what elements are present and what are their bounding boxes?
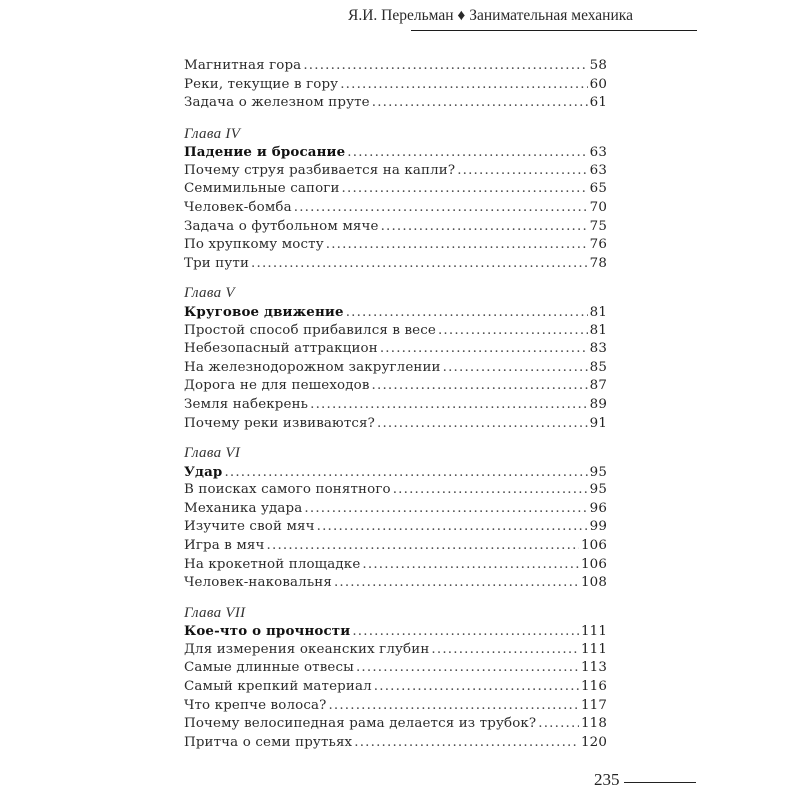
- entry-title: На крокетной площадке: [184, 556, 361, 572]
- table-of-contents: [184, 57, 607, 763]
- entry-page-number: 89: [589, 396, 607, 412]
- entry-title: Почему струя разбивается на капли?: [184, 162, 456, 178]
- toc-entry[interactable]: [184, 236, 607, 255]
- entry-page-number: 65: [589, 181, 607, 197]
- entry-page-number: 95: [589, 464, 607, 480]
- entry-title: Механика удара: [184, 500, 303, 516]
- entry-page-number: 63: [589, 145, 607, 161]
- dot-leader: [328, 697, 579, 716]
- dot-leader: [393, 481, 588, 500]
- dot-leader: [347, 144, 587, 163]
- toc-entry[interactable]: [184, 162, 607, 181]
- toc-entry[interactable]: [184, 199, 607, 218]
- toc-entry[interactable]: [184, 57, 607, 76]
- entry-title: Притча о семи прутьях: [184, 734, 353, 750]
- toc-entry[interactable]: [184, 94, 607, 113]
- toc-entry[interactable]: [184, 556, 607, 575]
- entry-page-number: 83: [589, 341, 607, 357]
- entry-page-number: 111: [580, 641, 607, 657]
- dot-leader: [377, 415, 588, 434]
- dot-leader: [267, 537, 579, 556]
- toc-section: [184, 284, 607, 433]
- entry-title: По хрупкому мосту: [184, 237, 324, 253]
- header-book-title: Занимательная механика: [469, 7, 633, 24]
- chapter-heading: Глава V: [184, 285, 235, 302]
- dot-leader: [303, 57, 587, 76]
- entry-page-number: 118: [580, 716, 607, 732]
- toc-entry[interactable]: [184, 359, 607, 378]
- dot-leader: [342, 180, 588, 199]
- toc-entry[interactable]: [184, 340, 607, 359]
- dot-leader: [431, 641, 579, 660]
- entry-title: Игра в мяч: [184, 537, 265, 553]
- entry-page-number: 99: [589, 519, 607, 535]
- entry-page-number: 106: [580, 537, 607, 553]
- entry-page-number: 91: [589, 415, 607, 431]
- toc-section: [184, 444, 607, 593]
- entry-title: Три пути: [184, 255, 250, 271]
- dot-leader: [304, 500, 587, 519]
- toc-entry[interactable]: [184, 481, 607, 500]
- entry-page-number: 96: [589, 500, 607, 516]
- entry-title: Изучите свой мяч: [184, 519, 315, 535]
- dot-leader: [374, 678, 579, 697]
- entry-title: В поисках самого понятного: [184, 482, 391, 498]
- toc-entry[interactable]: [184, 76, 607, 95]
- toc-entry[interactable]: [184, 255, 607, 274]
- toc-entry[interactable]: [184, 396, 607, 415]
- entry-page-number: 63: [589, 162, 607, 178]
- toc-entry[interactable]: [184, 218, 607, 237]
- header-rule: [411, 30, 697, 31]
- header-author: Я.И. Перельман: [348, 7, 454, 24]
- toc-entry[interactable]: [184, 518, 607, 537]
- toc-entry[interactable]: [184, 678, 607, 697]
- dot-leader: [372, 94, 588, 113]
- toc-entry[interactable]: [184, 622, 607, 641]
- entry-title: Удар: [184, 463, 223, 480]
- footer-rule: [624, 782, 696, 783]
- toc-entry[interactable]: [184, 180, 607, 199]
- entry-title: Дорога не для пешеходов: [184, 378, 370, 394]
- entry-title: Человек-наковальня: [184, 575, 332, 591]
- entry-page-number: 108: [580, 575, 607, 591]
- dot-leader: [438, 322, 588, 341]
- chapter-heading: Глава IV: [184, 125, 241, 142]
- entry-page-number: 106: [580, 556, 607, 572]
- dot-leader: [457, 162, 587, 181]
- entry-title: Круговое движение: [184, 303, 344, 320]
- entry-page-number: 116: [580, 679, 607, 695]
- dot-leader: [346, 304, 588, 323]
- entry-title: Самые длинные отвесы: [184, 660, 354, 676]
- entry-page-number: 117: [580, 697, 607, 713]
- entry-title: Реки, текущие в гору: [184, 76, 339, 92]
- dot-leader: [310, 396, 588, 415]
- entry-title: Для измерения океанских глубин: [184, 641, 430, 657]
- toc-entry[interactable]: [184, 377, 607, 396]
- dot-leader: [326, 236, 588, 255]
- entry-page-number: 81: [589, 304, 607, 320]
- dot-leader: [294, 199, 588, 218]
- chapter-heading: Глава VI: [184, 445, 241, 462]
- entry-page-number: 87: [589, 378, 607, 394]
- entry-page-number: 78: [589, 255, 607, 271]
- entry-title: Что крепче волоса?: [184, 697, 327, 713]
- entry-page-number: 61: [589, 95, 607, 111]
- entry-title: Кое-что о прочности: [184, 623, 351, 640]
- entry-page-number: 95: [589, 482, 607, 498]
- toc-section: [184, 125, 607, 274]
- toc-entry[interactable]: [184, 143, 607, 162]
- toc-entry[interactable]: [184, 734, 607, 753]
- entry-title: Семимильные сапоги: [184, 181, 340, 197]
- toc-entry[interactable]: [184, 697, 607, 716]
- dot-leader: [352, 623, 579, 642]
- toc-entry[interactable]: [184, 322, 607, 341]
- chapter-heading: Глава VII: [184, 604, 246, 621]
- dot-leader: [538, 715, 579, 734]
- entry-title: Задача о железном пруте: [184, 95, 370, 111]
- toc-section: [184, 604, 607, 753]
- dot-leader: [340, 76, 587, 95]
- toc-entry[interactable]: [184, 715, 607, 734]
- entry-page-number: 81: [589, 322, 607, 338]
- entry-title: Самый крепкий материал: [184, 679, 372, 695]
- entry-page-number: 85: [589, 359, 607, 375]
- toc-entry[interactable]: [184, 415, 607, 434]
- dot-leader: [354, 734, 579, 753]
- toc-entry[interactable]: [184, 303, 607, 322]
- entry-page-number: 75: [589, 218, 607, 234]
- entry-title: Задача о футбольном мяче: [184, 218, 379, 234]
- dot-leader: [381, 218, 588, 237]
- entry-page-number: 76: [589, 237, 607, 253]
- toc-entry[interactable]: [184, 659, 607, 678]
- toc-entry[interactable]: [184, 537, 607, 556]
- entry-title: Простой способ прибавился в весе: [184, 322, 436, 338]
- entry-page-number: 111: [580, 624, 607, 640]
- entry-page-number: 120: [580, 734, 607, 750]
- diamond-separator-icon: ♦: [457, 7, 466, 24]
- dot-leader: [251, 255, 588, 274]
- page-number: 235: [594, 770, 620, 789]
- dot-leader: [317, 518, 588, 537]
- entry-page-number: 58: [589, 58, 607, 73]
- entry-title: Человек-бомба: [184, 200, 292, 216]
- entry-page-number: 60: [589, 76, 607, 92]
- entry-title: Небезопасный аттракцион: [184, 341, 378, 357]
- dot-leader: [372, 377, 588, 396]
- dot-leader: [334, 574, 579, 593]
- entry-page-number: 113: [580, 660, 607, 676]
- toc-entry[interactable]: [184, 500, 607, 519]
- entry-page-number: 70: [589, 200, 607, 216]
- dot-leader: [443, 359, 588, 378]
- toc-entry[interactable]: [184, 574, 607, 593]
- entry-title: Магнитная гора: [184, 58, 302, 73]
- dot-leader: [380, 340, 588, 359]
- toc-section: [184, 57, 607, 113]
- toc-entry[interactable]: [184, 641, 607, 660]
- entry-title: Земля набекрень: [184, 396, 309, 412]
- entry-title: Почему реки извиваются?: [184, 415, 375, 431]
- entry-title: На железнодорожном закруглении: [184, 359, 441, 375]
- dot-leader: [362, 556, 579, 575]
- dot-leader: [356, 659, 579, 678]
- dot-leader: [224, 464, 587, 483]
- toc-entry[interactable]: [184, 463, 607, 482]
- entry-title: Почему велосипедная рама делается из трубок?: [184, 716, 537, 732]
- running-head: [348, 7, 633, 25]
- entry-title: Падение и бросание: [184, 144, 346, 161]
